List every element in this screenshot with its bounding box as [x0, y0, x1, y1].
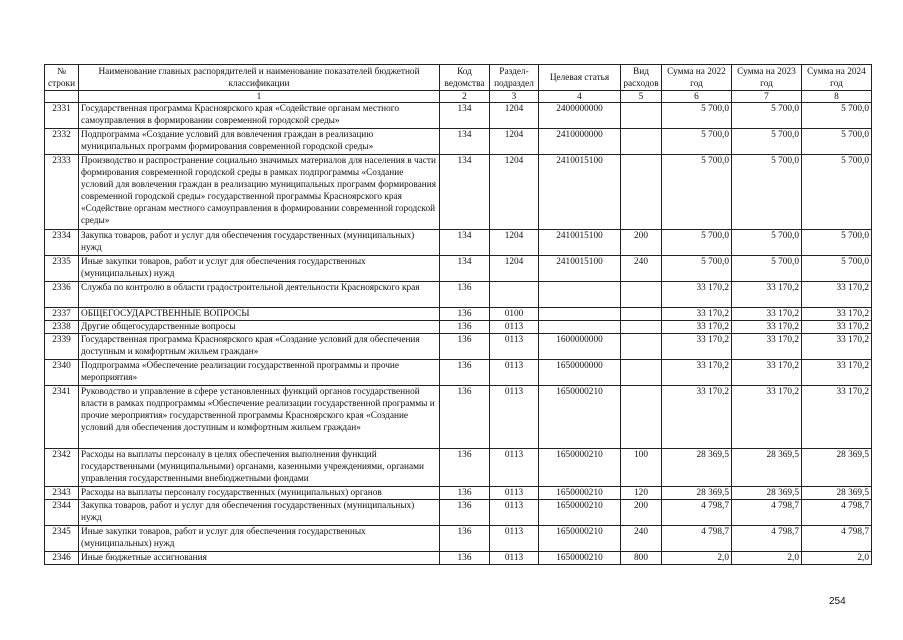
table-row [45, 155, 872, 230]
item-name: Служба по контролю в области градостроительной деятельности Красноярского края [79, 282, 440, 308]
row-number: 2339 [45, 334, 79, 360]
row-number: 2337 [45, 308, 79, 321]
amount-2023: 33 170,2 [732, 308, 802, 321]
amount-2022: 33 170,2 [662, 334, 732, 360]
expense-type: 240 [621, 526, 662, 552]
amount-2024: 5 700,0 [802, 155, 872, 230]
expense-type [621, 129, 662, 155]
amount-2024: 33 170,2 [802, 360, 872, 386]
amount-2023: 33 170,2 [732, 321, 802, 334]
table-row [45, 230, 872, 256]
amount-2023: 28 369,5 [732, 487, 802, 500]
department-code: 136 [440, 449, 490, 487]
amount-2024: 33 170,2 [802, 308, 872, 321]
section-code: 1204 [490, 155, 539, 230]
header-cell: Наименование главных распорядителей и наименование показателей бюджетной классификации [79, 65, 440, 91]
section-code: 0113 [490, 500, 539, 526]
row-number: 2343 [45, 487, 79, 500]
amount-2023: 5 700,0 [732, 103, 802, 129]
item-name: Закупка товаров, работ и услуг для обеспечения государственных (муниципальных) нужд [79, 230, 440, 256]
table-row [45, 256, 872, 282]
expense-type: 240 [621, 256, 662, 282]
amount-2022: 4 798,7 [662, 500, 732, 526]
amount-2022: 5 700,0 [662, 103, 732, 129]
header-cell: Сумма на 2022 год [662, 65, 732, 91]
row-number: 2340 [45, 360, 79, 386]
amount-2024: 33 170,2 [802, 334, 872, 360]
item-name: Иные закупки товаров, работ и услуг для обеспечения государственных (муниципальных) нужд [79, 256, 440, 282]
table-row [45, 282, 872, 308]
column-number-row [45, 91, 872, 103]
department-code: 134 [440, 129, 490, 155]
amount-2023: 33 170,2 [732, 386, 802, 449]
section-code: 1204 [490, 256, 539, 282]
page-number: 254 [829, 596, 846, 607]
amount-2024: 5 700,0 [802, 103, 872, 129]
expense-type [621, 103, 662, 129]
header-cell: Сумма на 2023 год [732, 65, 802, 91]
column-number: 2 [440, 91, 490, 103]
department-code: 136 [440, 308, 490, 321]
row-number: 2338 [45, 321, 79, 334]
amount-2024: 5 700,0 [802, 230, 872, 256]
section-code: 1204 [490, 103, 539, 129]
section-code: 0100 [490, 308, 539, 321]
amount-2023: 5 700,0 [732, 230, 802, 256]
table-row [45, 334, 872, 360]
department-code: 136 [440, 360, 490, 386]
department-code: 136 [440, 321, 490, 334]
amount-2023: 5 700,0 [732, 129, 802, 155]
row-number: 2332 [45, 129, 79, 155]
amount-2024: 33 170,2 [802, 386, 872, 449]
target-article: 2400000000 [539, 103, 621, 129]
table-row [45, 526, 872, 552]
target-article: 1650000210 [539, 552, 621, 565]
item-name: Подпрограмма «Создание условий для вовлечения граждан в реализацию муниципальных программ формирования современной городской среды» [79, 129, 440, 155]
column-number: 1 [79, 91, 440, 103]
expense-type: 200 [621, 230, 662, 256]
expense-type [621, 282, 662, 308]
header-cell: Раздел-подраздел [490, 65, 539, 91]
section-code: 0113 [490, 526, 539, 552]
amount-2022: 33 170,2 [662, 321, 732, 334]
row-number: 2341 [45, 386, 79, 449]
section-code: 0113 [490, 449, 539, 487]
amount-2022: 28 369,5 [662, 449, 732, 487]
column-number: 7 [732, 91, 802, 103]
item-name: Расходы на выплаты персоналу государственных (муниципальных) органов [79, 487, 440, 500]
target-article: 1650000000 [539, 360, 621, 386]
section-code: 0113 [490, 552, 539, 565]
department-code: 136 [440, 552, 490, 565]
amount-2024: 2,0 [802, 552, 872, 565]
department-code: 134 [440, 230, 490, 256]
column-number: 3 [490, 91, 539, 103]
amount-2022: 5 700,0 [662, 155, 732, 230]
header-cell: № строки [45, 65, 79, 91]
amount-2022: 33 170,2 [662, 386, 732, 449]
amount-2023: 33 170,2 [732, 282, 802, 308]
amount-2024: 5 700,0 [802, 129, 872, 155]
amount-2024: 5 700,0 [802, 256, 872, 282]
department-code: 136 [440, 282, 490, 308]
target-article [539, 308, 621, 321]
section-code: 1204 [490, 230, 539, 256]
column-number [45, 91, 79, 103]
item-name: ОБЩЕГОСУДАРСТВЕННЫЕ ВОПРОСЫ [79, 308, 440, 321]
amount-2023: 33 170,2 [732, 360, 802, 386]
amount-2023: 2,0 [732, 552, 802, 565]
table-row [45, 386, 872, 449]
department-code: 136 [440, 500, 490, 526]
section-code: 0113 [490, 360, 539, 386]
target-article: 1650000210 [539, 500, 621, 526]
expense-type: 200 [621, 500, 662, 526]
item-name: Подпрограмма «Обеспечение реализации государственной программы и прочие мероприятия» [79, 360, 440, 386]
section-code: 1204 [490, 129, 539, 155]
department-code: 136 [440, 487, 490, 500]
table-row [45, 103, 872, 129]
expense-type: 100 [621, 449, 662, 487]
amount-2022: 4 798,7 [662, 526, 732, 552]
expense-type [621, 386, 662, 449]
target-article: 1650000210 [539, 526, 621, 552]
amount-2024: 4 798,7 [802, 500, 872, 526]
amount-2024: 33 170,2 [802, 321, 872, 334]
amount-2024: 28 369,5 [802, 449, 872, 487]
table-row [45, 449, 872, 487]
amount-2023: 5 700,0 [732, 155, 802, 230]
department-code: 134 [440, 103, 490, 129]
department-code: 134 [440, 155, 490, 230]
row-number: 2335 [45, 256, 79, 282]
expense-type [621, 334, 662, 360]
amount-2023: 33 170,2 [732, 334, 802, 360]
amount-2023: 4 798,7 [732, 500, 802, 526]
row-number: 2336 [45, 282, 79, 308]
table-row [45, 552, 872, 565]
expense-type [621, 155, 662, 230]
amount-2024: 4 798,7 [802, 526, 872, 552]
amount-2023: 4 798,7 [732, 526, 802, 552]
target-article [539, 282, 621, 308]
amount-2022: 28 369,5 [662, 487, 732, 500]
row-number: 2334 [45, 230, 79, 256]
item-name: Производство и распространение социально значимых материалов для населения в части формирования современной городской среды в рамках подпрограммы «Создание условий для вовлечения граждан в реализацию муниципальных программ формирования современной городской среды» государственной программы Красноярского края «Содействие органам местного самоуправления в формировании современной городской среды» [79, 155, 440, 230]
item-name: Иные бюджетные ассигнования [79, 552, 440, 565]
item-name: Государственная программа Красноярского края «Создание условий для обеспечения доступным и комфортным жильем граждан» [79, 334, 440, 360]
department-code: 136 [440, 386, 490, 449]
amount-2022: 5 700,0 [662, 256, 732, 282]
row-number: 2331 [45, 103, 79, 129]
table-body [45, 103, 872, 565]
row-number: 2346 [45, 552, 79, 565]
expense-type: 120 [621, 487, 662, 500]
target-article: 2410015100 [539, 256, 621, 282]
target-article: 2410015100 [539, 230, 621, 256]
item-name: Руководство и управление в сфере установленных функций органов государственной власти в рамках подпрограммы «Обеспечение реализации государственной программы и прочие мероприятия» государственной программы Красноярского края «Создание условий для обеспечения доступным и комфортным жильем граждан» [79, 386, 440, 449]
section-code: 0113 [490, 334, 539, 360]
expense-type [621, 308, 662, 321]
table-row [45, 487, 872, 500]
target-article: 1650000210 [539, 449, 621, 487]
expense-type: 800 [621, 552, 662, 565]
target-article: 1650000210 [539, 386, 621, 449]
row-number: 2344 [45, 500, 79, 526]
row-number: 2333 [45, 155, 79, 230]
item-name: Расходы на выплаты персоналу в целях обеспечения выполнения функций государственными (муниципальными) органами, казенными учреждениями, органами управления государственными внебюджетными фондами [79, 449, 440, 487]
column-number: 8 [802, 91, 872, 103]
header-cell: Вид расходов [621, 65, 662, 91]
header-cell: Код ведомства [440, 65, 490, 91]
budget-table [44, 64, 872, 565]
target-article [539, 321, 621, 334]
table-row [45, 360, 872, 386]
department-code: 134 [440, 256, 490, 282]
target-article: 1650000210 [539, 487, 621, 500]
item-name: Другие общегосударственные вопросы [79, 321, 440, 334]
row-number: 2345 [45, 526, 79, 552]
table-row [45, 321, 872, 334]
target-article: 2410000000 [539, 129, 621, 155]
table-row [45, 129, 872, 155]
column-number: 4 [539, 91, 621, 103]
section-code: 0113 [490, 321, 539, 334]
item-name: Иные закупки товаров, работ и услуг для обеспечения государственных (муниципальных) нужд [79, 526, 440, 552]
target-article: 2410015100 [539, 155, 621, 230]
table-row [45, 500, 872, 526]
header-row [45, 65, 872, 91]
amount-2024: 28 369,5 [802, 487, 872, 500]
item-name: Государственная программа Красноярского края «Содействие органам местного самоуправления в формировании современной городской среды» [79, 103, 440, 129]
row-number: 2342 [45, 449, 79, 487]
expense-type [621, 360, 662, 386]
amount-2022: 5 700,0 [662, 230, 732, 256]
department-code: 136 [440, 334, 490, 360]
amount-2022: 33 170,2 [662, 360, 732, 386]
department-code: 136 [440, 526, 490, 552]
column-number: 6 [662, 91, 732, 103]
amount-2024: 33 170,2 [802, 282, 872, 308]
section-code [490, 282, 539, 308]
amount-2022: 2,0 [662, 552, 732, 565]
header-cell: Сумма на 2024 год [802, 65, 872, 91]
amount-2023: 5 700,0 [732, 256, 802, 282]
section-code: 0113 [490, 386, 539, 449]
section-code: 0113 [490, 487, 539, 500]
table-row [45, 308, 872, 321]
item-name: Закупка товаров, работ и услуг для обеспечения государственных (муниципальных) нужд [79, 500, 440, 526]
amount-2023: 28 369,5 [732, 449, 802, 487]
amount-2022: 33 170,2 [662, 308, 732, 321]
header-cell: Целевая статья [539, 65, 621, 91]
amount-2022: 5 700,0 [662, 129, 732, 155]
expense-type [621, 321, 662, 334]
amount-2022: 33 170,2 [662, 282, 732, 308]
target-article: 1600000000 [539, 334, 621, 360]
column-number: 5 [621, 91, 662, 103]
